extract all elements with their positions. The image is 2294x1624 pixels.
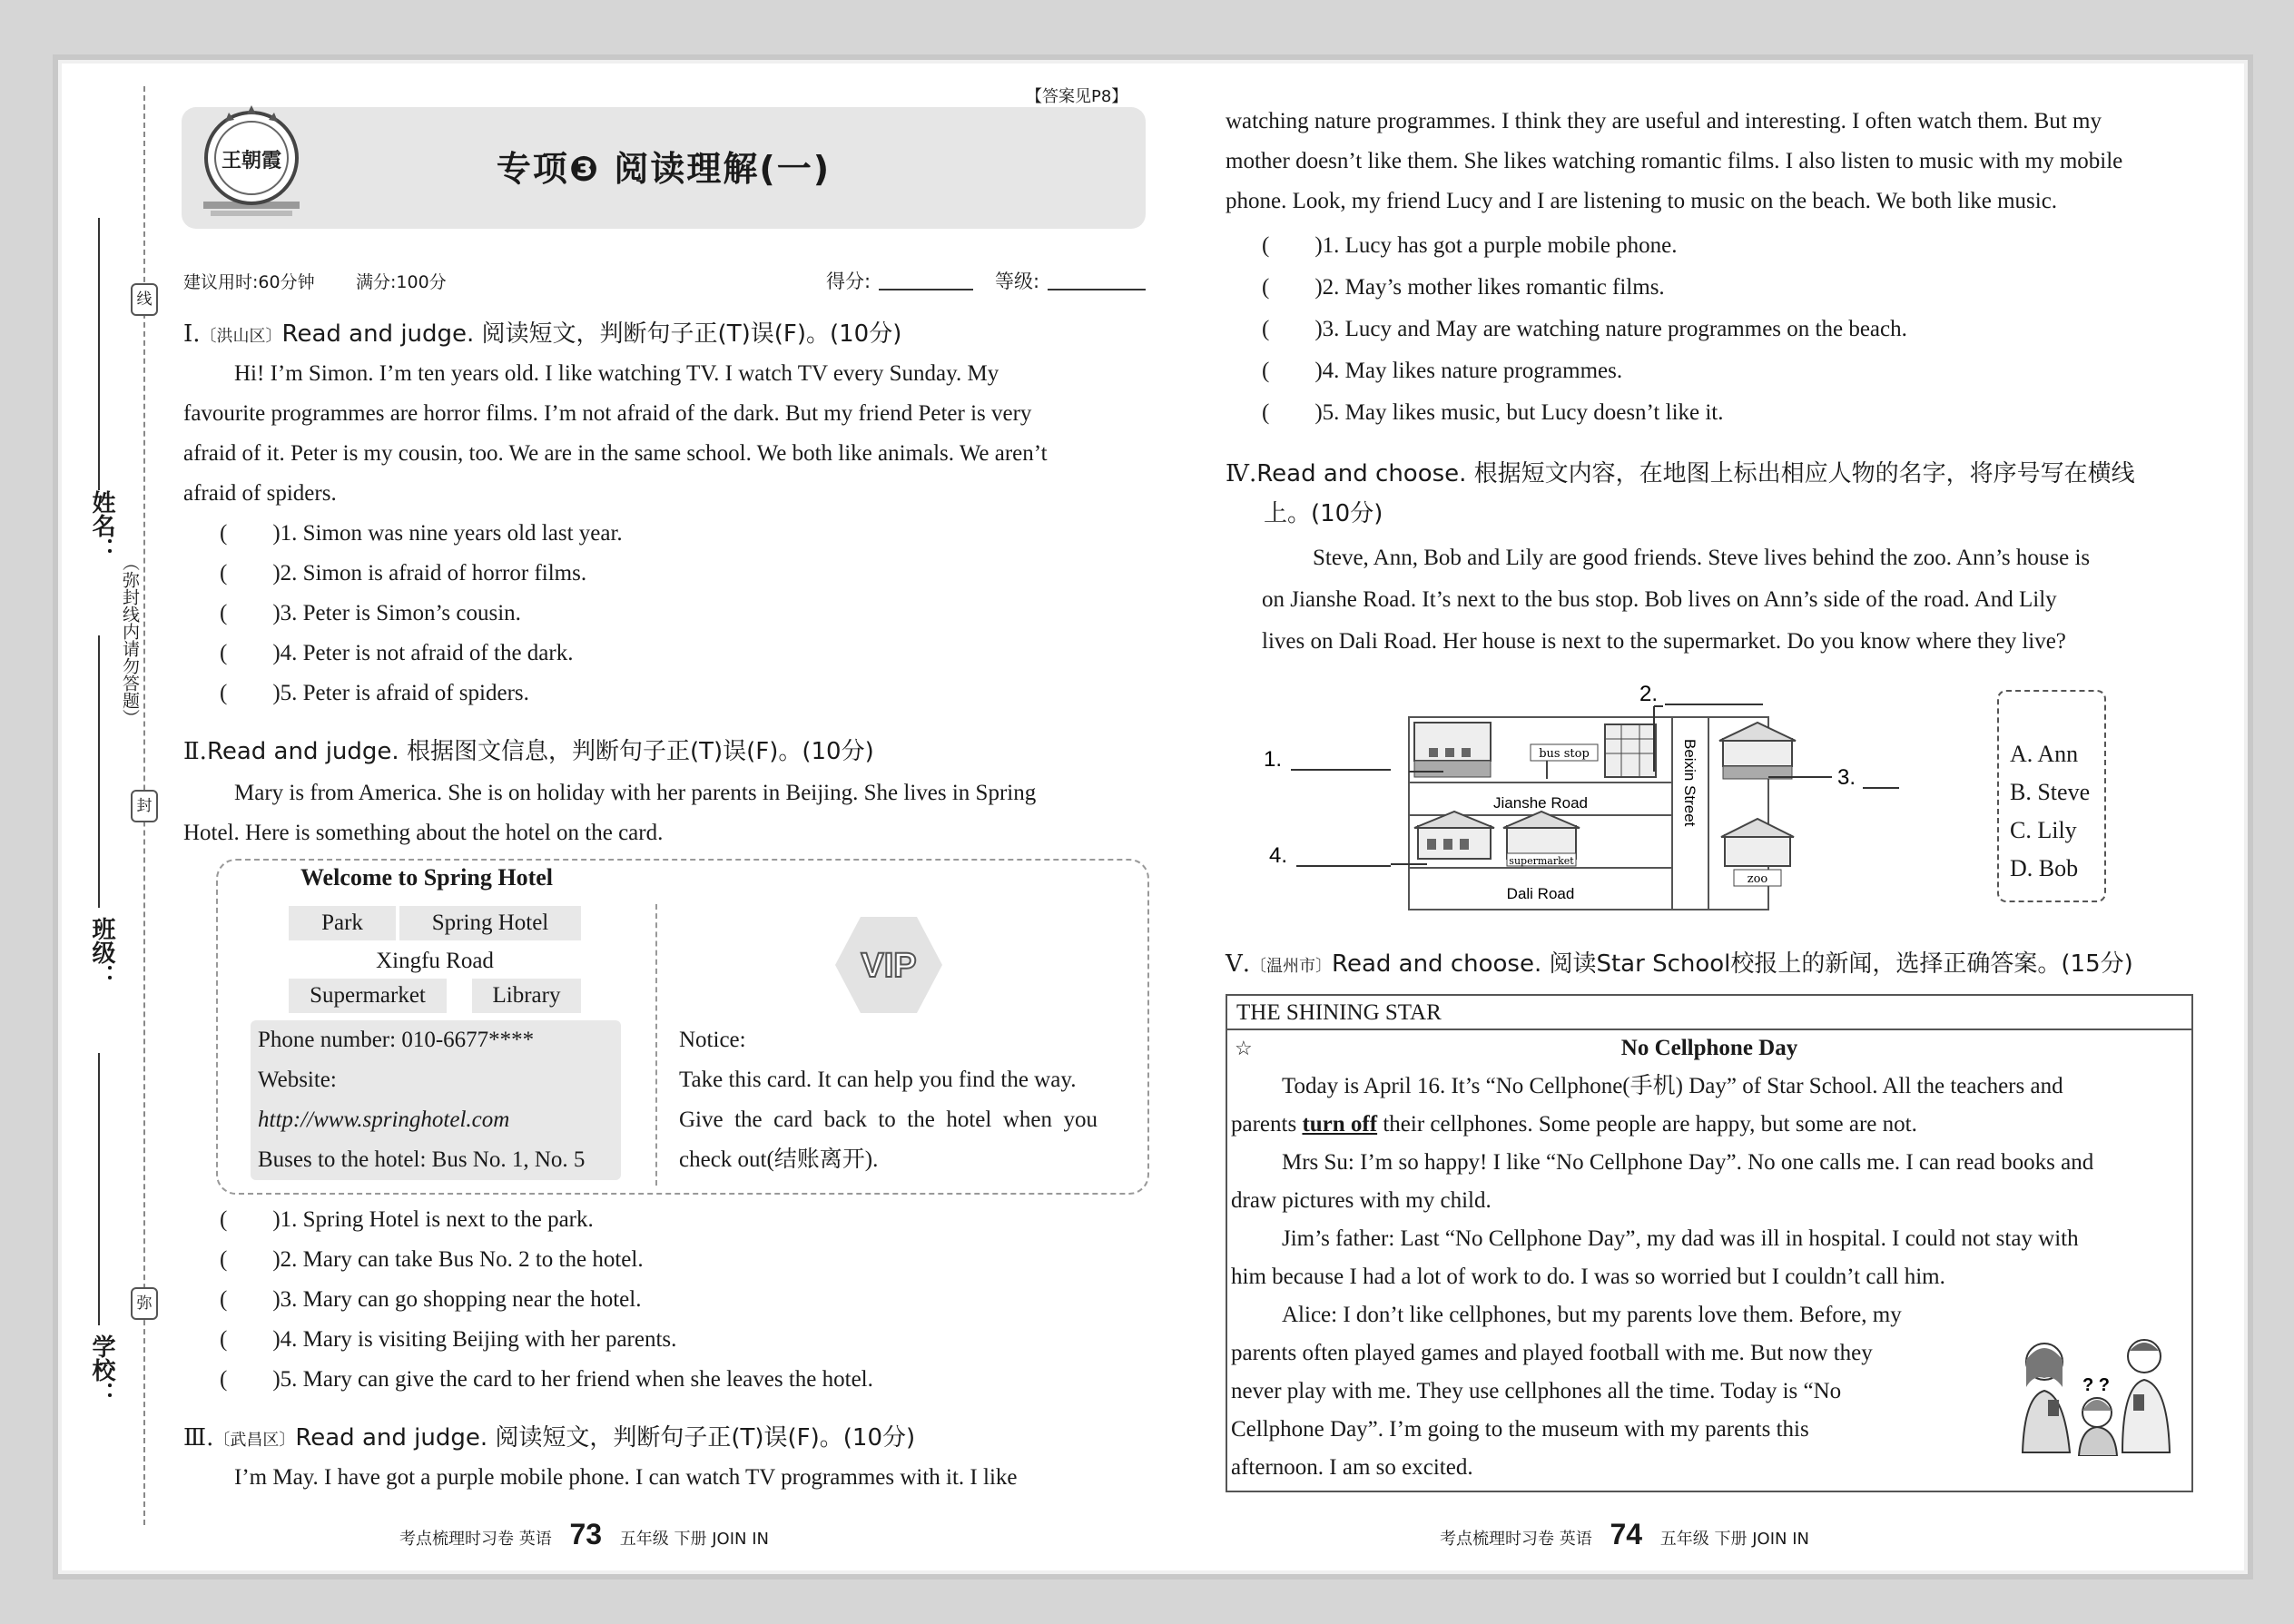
full-score: 满分:100分 (356, 272, 447, 292)
option[interactable]: D. Bob (2010, 855, 2079, 881)
phone-number: Phone number: 010-6677**** (258, 1028, 535, 1052)
options-list (2010, 735, 2090, 888)
map-label-1: 1. (1264, 747, 1283, 772)
map-bus-stop: bus stop (1539, 747, 1590, 761)
school-line (98, 1053, 100, 1325)
option[interactable]: A. Ann (2010, 741, 2079, 767)
question[interactable]: ( )5. Mary can give the card to her friend when she leaves the hotel. (220, 1367, 873, 1392)
section4-heading: Ⅳ.Read and choose. 根据短文内容，在地图上标出相应人物的名字，将序号写在横线 上。(10分) (1226, 460, 2135, 527)
question[interactable]: ( )5. May likes music, but Lucy doesn’t like it. (1262, 400, 1724, 425)
news-alice: Alice: I don’t like cellphones, but my parents love them. Before, my parents often played games and played football with me. But now they never play with me. They use cellphones all the time. Today is “No Cellphone Day”. I’m going to the museum with my parents this afternoon. I am so excited. (1231, 1303, 1902, 1480)
vip-badge (833, 915, 944, 1015)
section5-heading: Ⅴ.〔温州市〕Read and choose. 阅读Star School校报上的新闻，选择正确答案。(15分) (1226, 950, 2133, 978)
section4-passage: Steve, Ann, Bob and Lily are good friends. Steve lives behind the zoo. Ann’s house is on Jianshe Road. It’s next to the bus stop. Bob lives on Ann’s side of the road. And Lily lives on Dali Road. Her house is next to the supermarket. Do you know where they live? (1262, 546, 2091, 654)
card-title: Welcome to Spring Hotel (300, 864, 553, 891)
map-zoo: zoo (1747, 872, 1768, 886)
question[interactable]: ( )3. Mary can go shopping near the hotel. (220, 1287, 642, 1312)
question[interactable]: ( )3. Lucy and May are watching nature programmes on the beach. (1262, 317, 1907, 341)
question[interactable]: ( )5. Peter is afraid of spiders. (220, 681, 529, 705)
question[interactable]: ( )3. Peter is Simon’s cousin. (220, 601, 521, 625)
bus-info: Buses to the hotel: Bus No. 1, No. 5 (258, 1147, 586, 1172)
house-icon (1414, 723, 1491, 777)
section3-questions (1262, 225, 1907, 434)
question[interactable]: ( )1. Lucy has got a purple mobile phone. (1262, 233, 1678, 258)
answer-ref: 【答案见P8】 (1026, 87, 1128, 106)
map-label-3: 3. (1837, 765, 1856, 790)
score-field[interactable] (879, 289, 973, 290)
map-jianshe-road: Jianshe Road (1493, 794, 1588, 812)
page-title: 专项❸ 阅读理解(一) (496, 149, 832, 189)
footer-right: 考点梳理时习卷 英语 74 五年级 下册 JOIN IN (1440, 1518, 1809, 1550)
website-label: Website: (258, 1068, 337, 1092)
class-label: 班级： (88, 917, 115, 988)
section1-passage: Hi! I’m Simon. I’m ten years old. I like watching TV. I watch TV every Sunday. My favourite programmes are horror films. I’m not afraid of the dark. But my friend Peter is very afraid of it. Peter is my cousin, too. We are in the same school. We both like animals. We aren’t afraid of spiders. (183, 361, 1048, 506)
name-label: 姓名： (88, 490, 115, 561)
map-label-4: 4. (1269, 843, 1288, 868)
seal-word-1: 线 (131, 283, 158, 316)
grade-label: 等级: (995, 271, 1040, 292)
news-body: Today is April 16. It’s “No Cellphone(手机) Day” of Star School. All the teachers and parents turn off their cellphones. Some people are happy, but some are not. Mrs Su: I’m so happy! I like “No Cellphone Day”. No one calls me. I can read books and draw pictures with my child. Jim’s father: Last “No Cellphone Day”, my dad was ill in hospital. I could not stay with him because I had a lot of work to do. I was so worried but I couldn’t call him. (1231, 1074, 2094, 1289)
vip-hexagon-icon (833, 915, 944, 1015)
school-label: 学校： (88, 1334, 115, 1405)
seal-word-2: 封 (131, 790, 158, 822)
svg-text:? ?: ? ? (2082, 1375, 2110, 1395)
section2-passage: Mary is from America. She is on holiday with her parents in Beijing. She lives in Spring Hotel. Here is something about the hotel on the card. (183, 781, 1037, 845)
seal-note: （弥封线内请勿答题） (120, 554, 140, 726)
class-line (98, 635, 100, 908)
section2-questions (220, 1200, 873, 1400)
map-supermarket: Supermarket (289, 979, 447, 1013)
section3-passage-start: I’m May. I have got a purple mobile phone. I can watch TV programmes with it. I like (234, 1465, 1018, 1490)
score-label: 得分: (826, 271, 871, 292)
card-divider (655, 904, 657, 1186)
section3-passage-cont: watching nature programmes. I think they are useful and interesting. I often watch them. But my mother doesn’t like them. She likes watching romantic films. I also listen to music with my mobile phone. Look, my friend Lucy and I are listening to music on the beach. We both like music. (1226, 109, 2123, 213)
question[interactable]: ( )4. Peter is not afraid of the dark. (220, 641, 574, 665)
question[interactable]: ( )4. Mary is visiting Beijing with her parents. (220, 1327, 677, 1352)
page-number-left: 73 (569, 1518, 603, 1550)
map-park: Park (289, 906, 396, 940)
question[interactable]: ( )1. Simon was nine years old last year. (220, 521, 623, 546)
section1-heading: Ⅰ.〔洪山区〕Read and judge. 阅读短文，判断句子正(T)误(F)。(10分) (183, 320, 902, 348)
paper-name: THE SHINING STAR (1236, 1000, 1442, 1025)
footer-left: 考点梳理时习卷 英语 73 五年级 下册 JOIN IN (399, 1518, 769, 1550)
map-spring-hotel: Spring Hotel (399, 906, 581, 940)
option[interactable]: C. Lily (2010, 817, 2077, 843)
question[interactable]: ( )2. May’s mother likes romantic films. (1262, 275, 1665, 300)
section2-heading: Ⅱ.Read and judge. 根据图文信息，判断句子正(T)误(F)。(10分) (183, 738, 874, 765)
question[interactable]: ( )2. Simon is afraid of horror films. (220, 561, 587, 586)
section3-heading: Ⅲ.〔武昌区〕Read and judge. 阅读短文，判断句子正(T)误(F)。(10分) (183, 1424, 916, 1452)
logo-name: 王朝霞 (221, 149, 282, 172)
name-line (98, 218, 100, 490)
vip-text: VIP (861, 947, 917, 985)
map-label-2: 2. (1639, 682, 1659, 706)
section1-questions (220, 514, 623, 714)
option[interactable]: B. Steve (2010, 779, 2091, 805)
underlined-phrase: turn off (1302, 1112, 1378, 1137)
neighborhood-map (1264, 675, 1899, 920)
hotel-notice: Notice: Take this card. It can help you find the way. Give the card back to the hotel when you check out(结账离开). (679, 1028, 1098, 1172)
website-url: http://www.springhotel.com (258, 1107, 510, 1132)
map-dali-road: Dali Road (1506, 885, 1575, 902)
question[interactable]: ( )4. May likes nature programmes. (1262, 359, 1623, 383)
hotel-info (251, 1020, 621, 1180)
seal-word-3: 弥 (131, 1287, 158, 1320)
question[interactable]: ( )1. Spring Hotel is next to the park. (220, 1207, 594, 1232)
grade-field[interactable] (1048, 289, 1146, 290)
page-number-right: 74 (1610, 1518, 1643, 1550)
map-beixin-street: Beixin Street (1681, 739, 1698, 827)
map-drawing (1264, 675, 1899, 920)
question[interactable]: ( )2. Mary can take Bus No. 2 to the hotel. (220, 1247, 644, 1272)
news-headline: No Cellphone Day (1620, 1036, 1798, 1060)
star-icon: ☆ (1235, 1037, 1253, 1059)
family-illustration (2006, 1333, 2188, 1456)
building-icon (1605, 724, 1656, 777)
map-library: Library (472, 979, 581, 1013)
family-phone-icon (2006, 1333, 2188, 1456)
suggested-time: 建议用时:60分钟 (183, 272, 315, 292)
map-road: Xingfu Road (376, 949, 494, 973)
map-supermarket: supermarket (1509, 855, 1574, 867)
